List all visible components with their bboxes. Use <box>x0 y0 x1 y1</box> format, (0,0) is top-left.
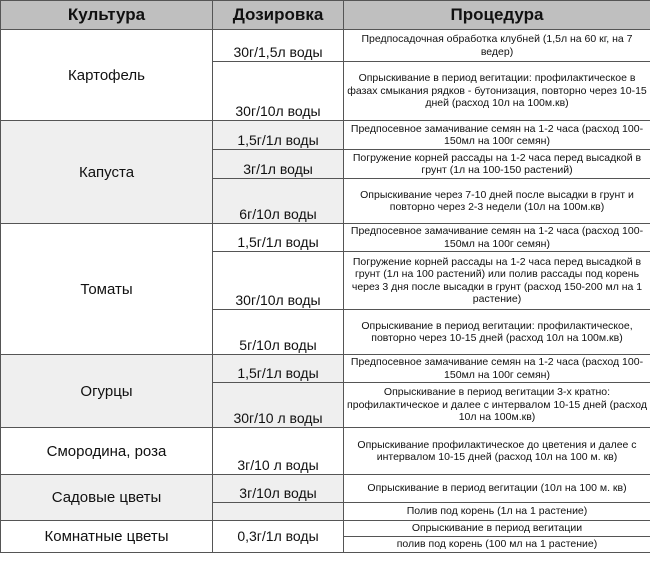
dose-cell: 30г/10 л воды <box>213 383 344 428</box>
procedure-cell: Опрыскивание профилактическое до цветения и далее с интервалом 10-15 дней (расход 10л на 100 м. кв) <box>344 428 650 475</box>
procedure-cell: Погружение корней рассады на 1-2 часа перед высадкой в грунт (1л на 100-150 растений) <box>344 150 650 179</box>
crop-indoor-flowers: Комнатные цветы <box>1 521 213 553</box>
table-row <box>1 30 650 62</box>
procedure-cell: Предпосевное замачивание семян на 1-2 часа (расход 100-150мл на 100г семян) <box>344 121 650 150</box>
procedure-cell: Опрыскивание через 7-10 дней после высадки в грунт и повторно через 2-3 недели (10л на 100м.кв) <box>344 179 650 224</box>
table-row <box>1 428 650 475</box>
crop-cucumber: Огурцы <box>1 355 213 428</box>
table-row <box>1 521 650 537</box>
procedure-cell: Опрыскивание в период вегитации <box>344 521 650 537</box>
crop-garden-flowers: Садовые цветы <box>1 475 213 521</box>
procedure-cell: Опрыскивание в период вегитации 3-х кратно: профилактическое и далее с интервалом 10-15 дней (расход 10л на 100м.кв) <box>344 383 650 428</box>
table-row <box>1 475 650 503</box>
crop-potato: Картофель <box>1 30 213 121</box>
table-row <box>1 121 650 150</box>
dose-cell: 30г/10л воды <box>213 62 344 121</box>
dose-cell: 30г/1,5л воды <box>213 30 344 62</box>
procedure-cell: Предпосевное замачивание семян на 1-2 часа (расход 100-150мл на 100г семян) <box>344 355 650 383</box>
dose-cell: 0,3г/1л воды <box>213 521 344 553</box>
header-dose: Дозировка <box>213 1 344 30</box>
crop-currant-rose: Смородина, роза <box>1 428 213 475</box>
procedure-cell: Опрыскивание в период вегитации: профилактическое в фазах смыкания рядков - бутонизация, повторно через 10-15 дней (расход 10л на 100м.кв) <box>344 62 650 121</box>
procedure-cell: Опрыскивание в период вегитации: профилактическое, повторно через 10-15 дней (расход 10л на 100м.кв) <box>344 310 650 355</box>
dose-cell: 3г/10 л воды <box>213 428 344 475</box>
procedure-cell: Предпосевное замачивание семян на 1-2 часа (расход 100-150мл на 100г семян) <box>344 224 650 252</box>
dose-cell: 1,5г/1л воды <box>213 121 344 150</box>
dose-cell <box>213 503 344 521</box>
header-row <box>1 1 650 30</box>
procedure-cell: Полив под корень (1л на 1 растение) <box>344 503 650 521</box>
procedure-cell: Опрыскивание в период вегитации (10л на 100 м. кв) <box>344 475 650 503</box>
procedure-cell: Предпосадочная обработка клубней (1,5л на 60 кг, на 7 ведер) <box>344 30 650 62</box>
dose-cell: 3г/10л воды <box>213 475 344 503</box>
dose-cell: 6г/10л воды <box>213 179 344 224</box>
dose-cell: 30г/10л воды <box>213 252 344 310</box>
dose-cell: 5г/10л воды <box>213 310 344 355</box>
crop-tomato: Томаты <box>1 224 213 355</box>
dose-cell: 3г/1л воды <box>213 150 344 179</box>
header-crop: Культура <box>1 1 213 30</box>
table-row <box>1 355 650 383</box>
procedure-cell: Погружение корней рассады на 1-2 часа перед высадкой в грунт (1л на 100 растений) или полив рассады под корень через 3 дня после высадки в грунт (расход 150-200 мл на 1 растение) <box>344 252 650 310</box>
header-procedure: Процедура <box>344 1 650 30</box>
crop-cabbage: Капуста <box>1 121 213 224</box>
dose-cell: 1,5г/1л воды <box>213 224 344 252</box>
procedure-cell: полив под корень (100 мл на 1 растение) <box>344 537 650 553</box>
dose-cell: 1,5г/1л воды <box>213 355 344 383</box>
table-row <box>1 224 650 252</box>
